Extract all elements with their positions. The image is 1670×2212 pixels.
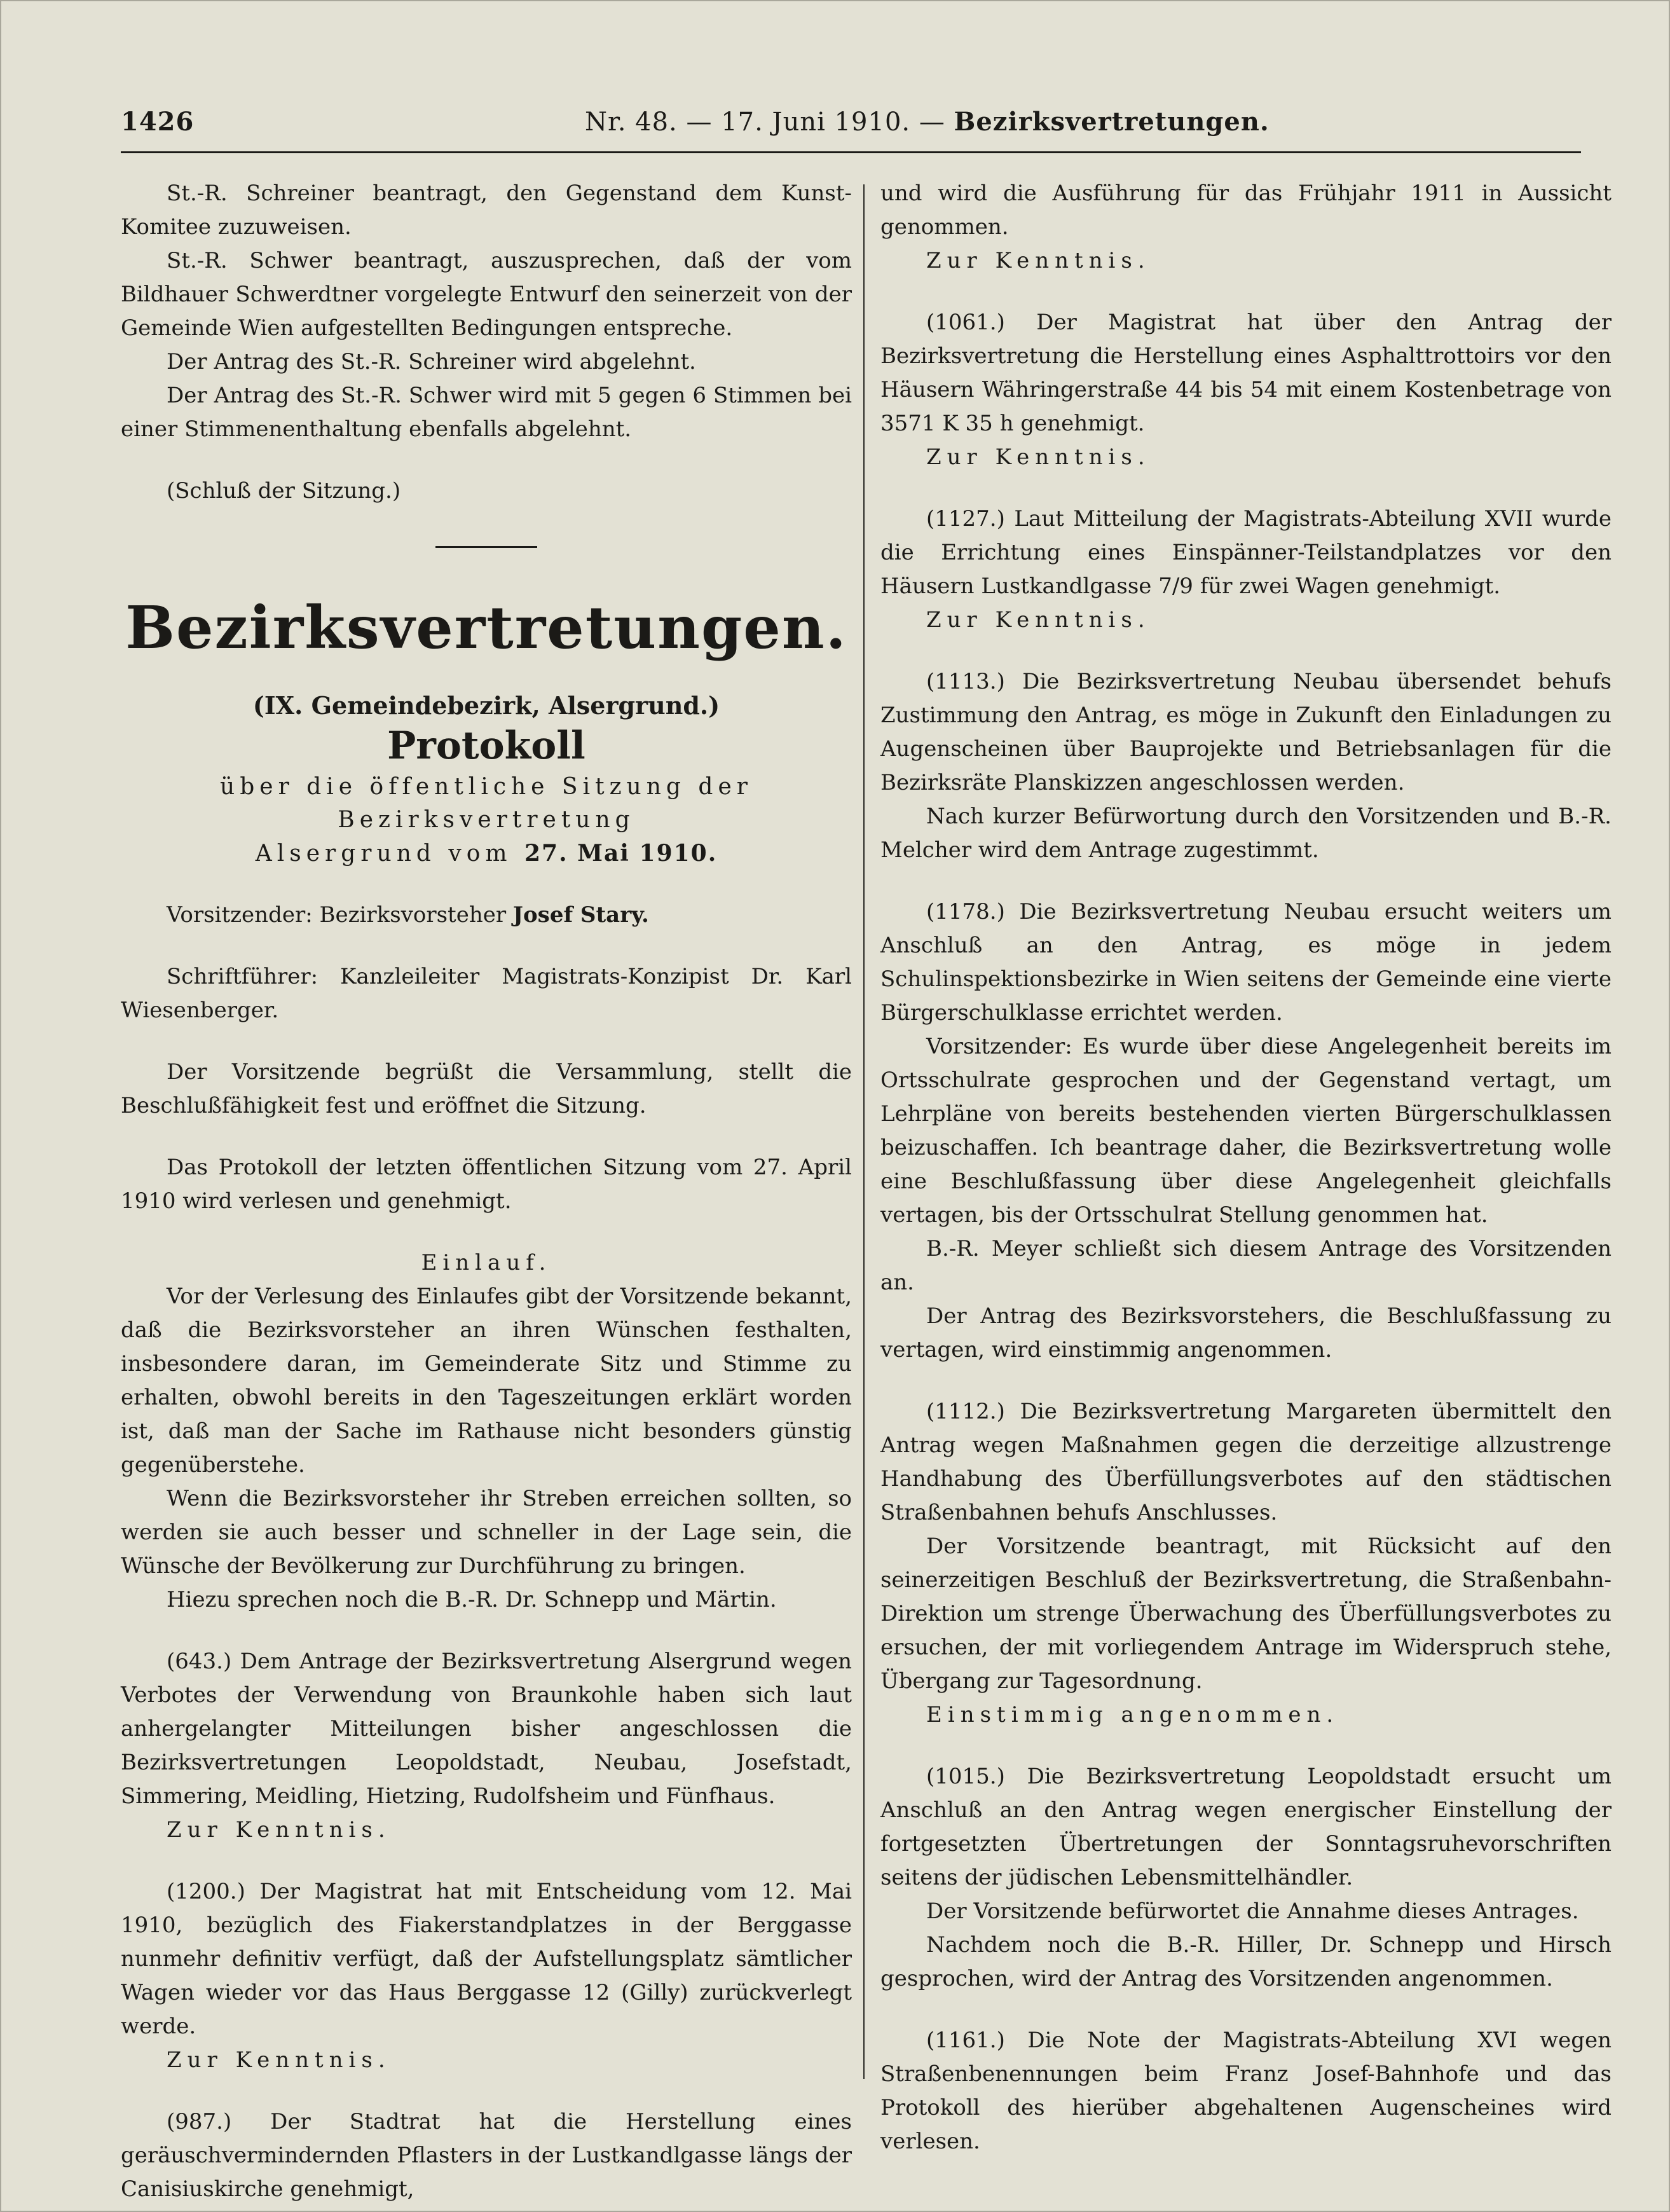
section-separator xyxy=(435,546,537,548)
paragraph: Der Antrag des Bezirksvorstehers, die Beschlußfassung zu vertagen, wird einstimmig angenommen. xyxy=(880,1303,1612,1363)
paragraph: (1127.) Laut Mitteilung der Magistrats-Abteilung XVII wurde die Errichtung eines Einspänner-Teilstandplatzes vor den Häusern Lustkandlgasse 7/9 für zwei Wagen genehmigt. xyxy=(880,506,1612,599)
paragraph: Der Vorsitzende befürwortet die Annahme dieses Antrages. xyxy=(926,1899,1579,1924)
paragraph: (1112.) Die Bezirksvertretung Margareten übermittelt den Antrag wegen Maßnahmen gegen die derzeitige allzustrenge Handhabung des Überfüllungsverbotes auf den städtischen Straßenbahnen behufs Anschlusses. xyxy=(880,1399,1612,1525)
session-date: 27. Mai 1910. xyxy=(524,840,718,867)
note-zur-kenntnis: Zur Kenntnis. xyxy=(926,248,1151,273)
paragraph: St.-R. Schwer beantragt, auszusprechen, daß der vom Bildhauer Schwerdtner vorgelegte Entwurf den seinerzeit von der Gemeinde Wien aufgestellten Bedingungen entspreche. xyxy=(121,248,852,341)
subtitle-line-1: über die öffentliche Sitzung der Bezirksvertretung xyxy=(220,774,753,833)
paragraph: (1161.) Die Note der Magistrats-Abteilung XVI wegen Straßenbenennungen beim Franz Josef-Bahnhofe und das Protokoll des hierüber abgehaltenen Augenscheines wird verlesen. xyxy=(880,2028,1612,2154)
session-closing: (Schluß der Sitzung.) xyxy=(167,478,401,504)
page-number: 1426 xyxy=(121,107,195,137)
paragraph: Nachdem noch die B.-R. Hiller, Dr. Schnepp und Hirsch gesprochen, wird der Antrag des Vorsitzenden angenommen. xyxy=(880,1932,1612,1991)
chair-label: Vorsitzender: Bezirksvorsteher xyxy=(167,902,507,928)
note-zur-kenntnis: Zur Kenntnis. xyxy=(926,607,1151,633)
paragraph: (987.) Der Stadtrat hat die Herstellung eines geräuschvermindernden Pflasters in der Lustkandlgasse längs der Canisiuskirche genehmigt, xyxy=(121,2109,852,2202)
protocol-heading: Protokoll xyxy=(387,724,585,768)
right-column xyxy=(880,177,1612,2159)
header-rule xyxy=(121,151,1581,153)
chair-line xyxy=(121,898,852,932)
secretary-line: Schriftführer: Kanzleileiter Magistrats-Konzipist Dr. Karl Wiesenberger. xyxy=(121,964,852,1023)
left-column xyxy=(121,177,852,2206)
paragraph: Der Antrag des St.-R. Schwer wird mit 5 gegen 6 Stimmen bei einer Stimmenenthaltung ebenfalls abgelehnt. xyxy=(121,383,852,442)
paragraph: Der Vorsitzende beantragt, mit Rücksicht auf den seinerzeitigen Beschluß der Bezirksvertretung, die Straßenbahn-Direktion um strenge Überwachung des Überfüllungsverbotes zu ersuchen, der mit vorliegendem Antrage im Widerspruch stehe, Übergang zur Tagesordnung. xyxy=(880,1534,1612,1694)
paragraph: (1015.) Die Bezirksvertretung Leopoldstadt ersucht um Anschluß an den Antrag wegen energischer Einstellung der fortgesetzten Übertretungen der Sonntagsruhevorschriften seitens der jüdischen Lebensmittelhändler. xyxy=(880,1764,1612,1890)
paragraph: Der Antrag des St.-R. Schreiner wird abgelehnt. xyxy=(167,349,696,374)
paragraph: Hiezu sprechen noch die B.-R. Dr. Schnepp und Märtin. xyxy=(167,1587,777,1612)
paragraph: und wird die Ausführung für das Frühjahr 1911 in Aussicht genommen. xyxy=(880,181,1612,240)
section-heading: Bezirksvertretungen. xyxy=(125,593,847,662)
paragraph: Das Protokoll der letzten öffentlichen Sitzung vom 27. April 1910 wird verlesen und genehmigt. xyxy=(121,1155,852,1214)
paragraph: Vor der Verlesung des Einlaufes gibt der Vorsitzende bekannt, daß die Bezirksvorsteher an ihren Wünschen festhalten, insbesondere daran, im Gemeinderate Sitz und Stimme zu erhalten, obwohl bereits in den Tageszeitungen erklärt worden ist, daß man der Sache im Rathause nicht besonders günstig gegenüberstehe. xyxy=(121,1284,852,1478)
section-title: Bezirksvertretungen. xyxy=(954,107,1270,137)
paragraph: B.-R. Meyer schließt sich diesem Antrage des Vorsitzenden an. xyxy=(880,1236,1612,1295)
subtitle-line-2: Alsergrund vom xyxy=(255,841,512,867)
paragraph: Nach kurzer Befürwortung durch den Vorsitzenden und B.-R. Melcher wird dem Antrage zugestimmt. xyxy=(880,804,1612,863)
issue-info: Nr. 48. — 17. Juni 1910. — xyxy=(585,107,945,137)
note-zur-kenntnis: Zur Kenntnis. xyxy=(167,1817,391,1843)
paragraph: (1113.) Die Bezirksvertretung Neubau übersendet behufs Zustimmung den Antrag, es möge in Zukunft den Einladungen zu Augenscheinen über Bauprojekte und Betriebsanlagen für die Bezirksräte Planskizzen angeschlossen werden. xyxy=(880,669,1612,795)
paragraph: (1200.) Der Magistrat hat mit Entscheidung vom 12. Mai 1910, bezüglich des Fiakerstandplatzes in der Berggasse nunmehr definitiv verfügt, daß der Aufstellungsplatz sämtlicher Wagen wieder vor das Haus Berggasse 12 (Gilly) zurückverlegt werde. xyxy=(121,1879,852,2039)
note-zur-kenntnis: Zur Kenntnis. xyxy=(167,2047,391,2073)
chair-name: Josef Stary. xyxy=(512,902,649,928)
paragraph: (1178.) Die Bezirksvertretung Neubau ersucht weiters um Anschluß an den Antrag, es möge in jedem Schulinspektionsbezirke in Wien seitens der Gemeinde eine vierte Bürgerschulklasse errichtet werden. xyxy=(880,899,1612,1026)
note-zur-kenntnis: Zur Kenntnis. xyxy=(926,444,1151,470)
note-einstimmig: Einstimmig angenommen. xyxy=(926,1702,1339,1728)
district-heading: (IX. Gemeindebezirk, Alsergrund.) xyxy=(252,691,720,720)
page-header xyxy=(121,107,1549,145)
paragraph: Vorsitzender: Es wurde über diese Angelegenheit bereits im Ortsschulrate gesprochen und der Gegenstand vertagt, um Lehrpläne von bereits bestehenden vierten Bürgerschulklassen beizuschaffen. Ich beantrage daher, die Bezirksvertretung wolle eine Beschlußfassung über diese Angelegenheit gleichfalls vertagen, bis der Ortsschulrat Stellung genommen hat. xyxy=(880,1034,1612,1228)
paragraph: (643.) Dem Antrage der Bezirksvertretung Alsergrund wegen Verbotes der Verwendung von Braunkohle haben sich laut anhergelangter Mitteilungen bisher angeschlossen die Bezirksvertretungen Leopoldstadt, Neubau, Josefstadt, Simmering, Meidling, Hietzing, Rudolfsheim und Fünfhaus. xyxy=(121,1649,852,1809)
protocol-subtitle xyxy=(121,771,852,870)
paragraph: St.-R. Schreiner beantragt, den Gegenstand dem Kunst-Komitee zuzuweisen. xyxy=(121,181,852,240)
column-divider xyxy=(863,184,865,2079)
paragraph: Wenn die Bezirksvorsteher ihr Streben erreichen sollten, so werden sie auch besser und schneller in der Lage sein, die Wünsche der Bevölkerung zur Durchführung zu bringen. xyxy=(121,1486,852,1579)
paragraph: Der Vorsitzende begrüßt die Versammlung, stellt die Beschlußfähigkeit fest und eröffnet die Sitzung. xyxy=(121,1059,852,1118)
issue-line xyxy=(585,107,1270,137)
einlauf-heading: Einlauf. xyxy=(421,1250,552,1275)
paragraph: (1061.) Der Magistrat hat über den Antrag der Bezirksvertretung die Herstellung eines Asphalttrottoirs vor den Häusern Währingerstraße 44 bis 54 mit einem Kostenbetrage von 3571 K 35 h genehmigt. xyxy=(880,310,1612,436)
